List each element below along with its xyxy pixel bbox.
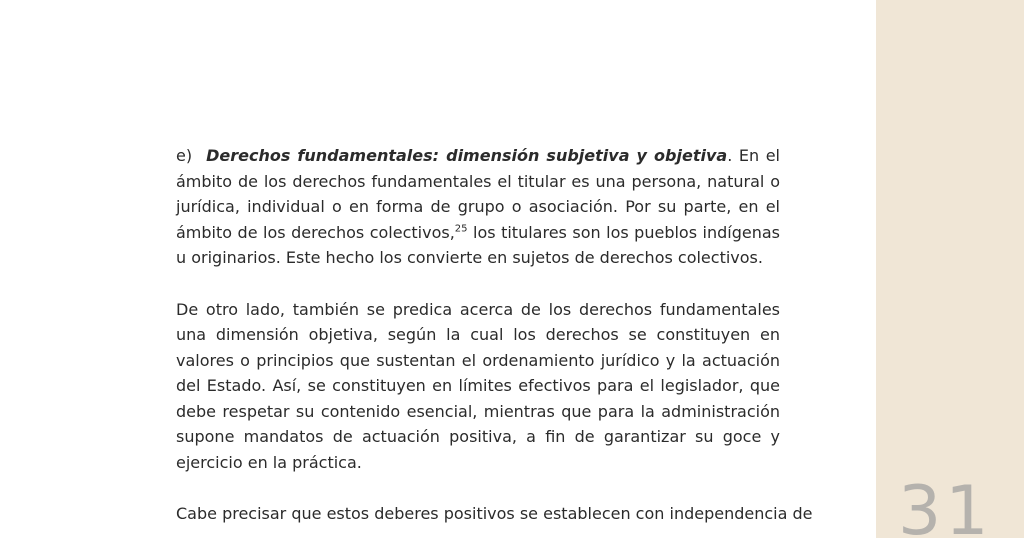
paragraph-1-text-a: . En el ámbito de los derechos fundamentales el titular es una persona, natural o jurídica, individual o en forma de grupo o asociación. Por su parte, en el ámbito de los derechos colectivos, <box>176 146 780 242</box>
body-text-column <box>176 143 813 538</box>
paragraph-2: De otro lado, también se predica acerca de los derechos fundamentales una dimensión objetiva, según la cual los derechos se constituyen en valores o principios que sustentan el ordenamiento jurídico y la actuación del Estado. Así, se constituyen en límites efectivos para el legislador, que debe respetar su contenido esencial, mientras que para la administración supone mandatos de actuación positiva, a fin de garantizar su goce y ejercicio en la práctica. <box>176 299 780 472</box>
paragraph-3: Cabe precisar que estos deberes positivos se establecen con independencia de <box>176 504 813 523</box>
footnote-reference: 25 <box>454 223 468 235</box>
paragraph-1 <box>176 143 780 271</box>
paragraph-1-text-b: los titulares son los pueblos indígenas u originarios. Este hecho los convierte en sujetos de derechos colectivos. <box>176 222 781 267</box>
list-label: e) <box>176 146 193 165</box>
section-heading: Derechos fundamentales: dimensión subjetiva y objetiva <box>206 146 728 165</box>
side-margin-band <box>876 0 1024 538</box>
page-number: 31 <box>898 472 993 538</box>
